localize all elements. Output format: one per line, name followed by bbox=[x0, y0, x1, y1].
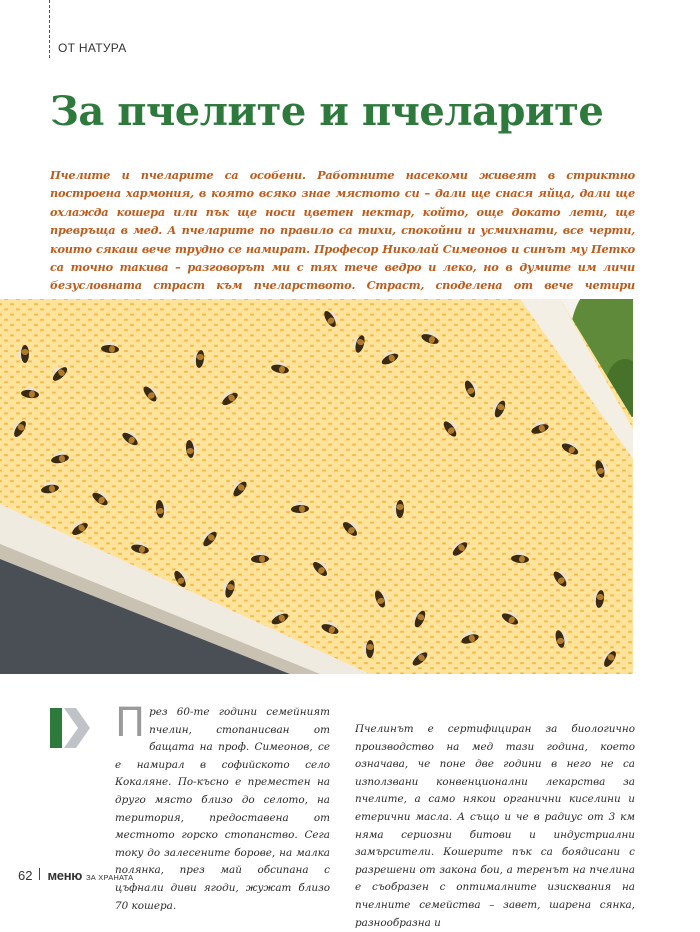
section-rule bbox=[49, 0, 51, 58]
page-footer bbox=[18, 868, 133, 883]
column-1-text: рез 60-те години семейният пчелин, стопанисван от бащата на проф. Симеонов, се е намирал в софийското село Кокаляне. По-късно е преместен на друго място близо до селото, на територия, предоставена от местното горско стопанство. Сега току до залесените борове, на малка полянка, през май обсипана с цъфнали диви ягоди, жужат близо 70 кошера. bbox=[115, 706, 330, 912]
page-number: 62 bbox=[18, 868, 33, 883]
footer-divider bbox=[39, 868, 40, 880]
magazine-brand-subtitle: ЗА ХРАНАТА bbox=[86, 873, 134, 882]
article-title: За пчелите и пчеларите bbox=[50, 88, 604, 135]
article-column-2: Пчелинът е сертифициран за биологично производство на мед тази година, което означава, че поне две години в него не са използвани конвенционални лекарства за пчелите, а само някои органични киселини и етерични масла. А също и че в радиус от 3 км няма сериозни битови и индустриални замърсители. Кошерите пък са боядисани с разрешени от закона бои, а теренът на пчелина е съобразен с оптималните изисквания на пчелните семейства – завет, шарена сянка, разнообразна и bbox=[355, 723, 635, 929]
article-lead: Пчелите и пчеларите са особени. Работните насекоми живеят в стриктно построена хармония, в която всяко знае мястото си – дали ще снася яйца, дали ще охлажда кошера или пък ще носи цветен нектар, който, още докато лети, ще превръща в мед. А пчеларите по правило са тихи, спокойни и усмихнати, все черти, които сякаш вече трудно се намират. Професор Николай Симеонов и синът му Петко са точно такива – разговорът ми с тях тече ведро и леко, но в думите им личи безусловната страст към пчеларството. Страст, споделена от вече четири bbox=[50, 168, 635, 293]
article-column-1 bbox=[115, 700, 330, 915]
magazine-brand: меню bbox=[47, 868, 83, 883]
section-label: ОТ НАТУРА bbox=[58, 41, 127, 55]
article-start-icon bbox=[50, 708, 90, 748]
honeycomb-photo bbox=[0, 299, 633, 674]
drop-cap: П bbox=[115, 700, 146, 746]
